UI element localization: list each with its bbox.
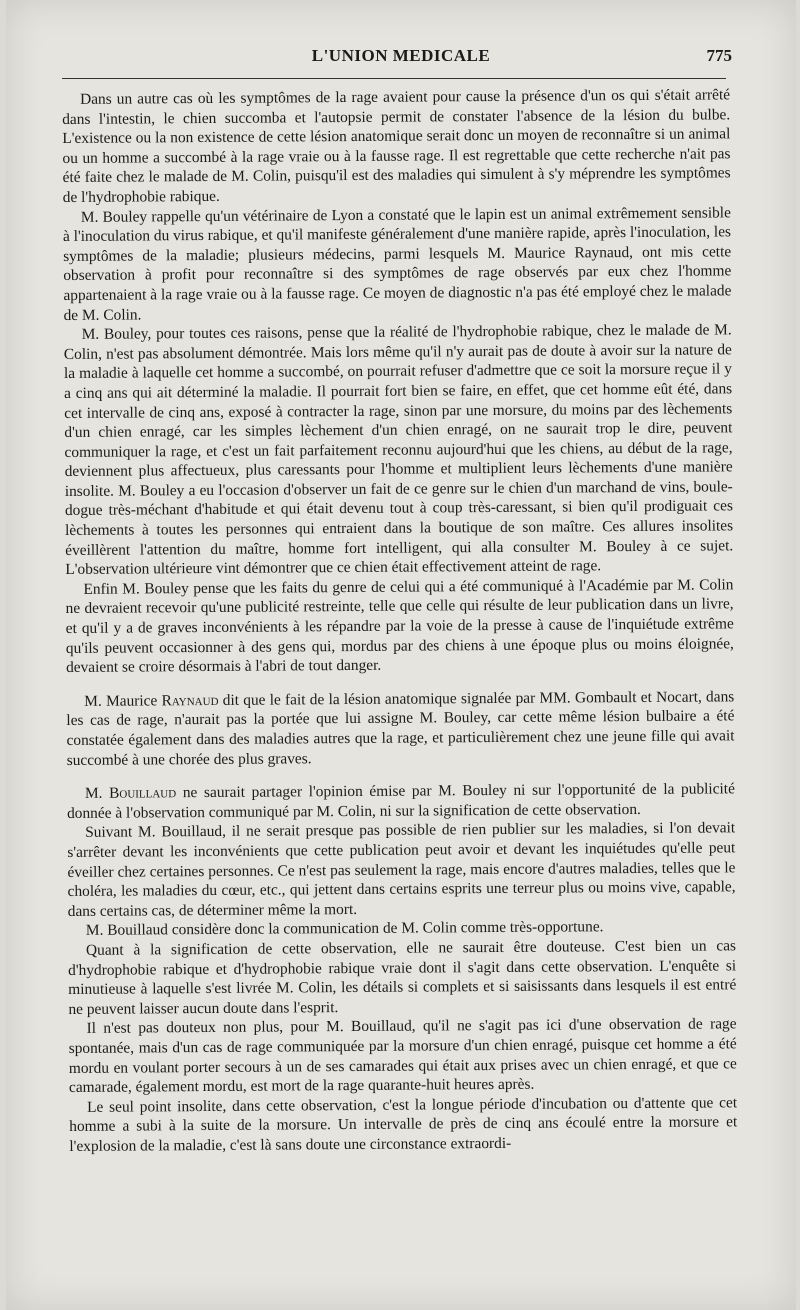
- paragraph: M. Bouillaud considère donc la communication de M. Colin comme très-opportune.: [85, 918, 604, 940]
- paragraph-text: dit que le fait de la lésion anatomique signalée par MM. Gombault et Nocart, dans les cas de rage, n'aurait pas la portée que lui assigne M. Bouley, car cette même lésion bulbaire a été constatée également dans des maladies autres que la rage, et particulièrement chez une jeune fille qui avait succombé à une chorée des plus graves.: [66, 688, 735, 769]
- running-title: L'UNION MEDICALE: [311, 46, 491, 65]
- article-body: [62, 85, 737, 1156]
- paragraph: M. Bouley, pour toutes ces raisons, pense que la réalité de l'hydrophobie rabique, chez le malade de M. Colin, n'est pas absolument démontrée. Mais lors même qu'il n'y aurait pas de doute à avoir sur la nature de la maladie à laquelle cet homme a succombé, on pourrait refuser d'admettre que ce soit la morsure reçue il y a cinq ans qui ait déterminé la maladie. Il pourrait fort bien se faire, en effet, que cet homme eût été, dans cet intervalle de cinq ans, exposé à contracter la rage, sinon par une morsure, du moins par des lèchements d'un chien enragé, car les simples lèchement d'un chien enragé, on ne saurait trop le dire, peuvent communiquer la rage, et c'est un fait parfaitement reconnu aujourd'hui que les chiens, au début de la rage, deviennent plus affectueux, plus caressants pour l'homme et multiplient leurs lèchements d'une manière insolite. M. Bouley a eu l'occasion d'observer un fait de ce genre sur le chien d'un marchand de vins, boule-dogue très-méchant d'habitude et qui était devenu tout à coup très-caressant, si bien qu'il prodiguait ces lèchements à toutes les personnes qui entraient dans la boutique de son maître. Ces allures insolites éveillèrent l'attention du maître, homme fort intelligent, qui alla consulter M. Bouley à ce sujet. L'observation ultérieure vint démontrer que ce chien était effectivement atteint de rage.: [63, 321, 734, 579]
- paragraph: Le seul point insolite, dans cette observation, c'est la longue période d'incubation ou d'attente que cet homme a subi à la suite de la morsure. Un intervalle de près de cinq ans écoulé entre la morsure et l'explosion de la maladie, c'est là sans doute une circonstance extraordi-: [69, 1093, 738, 1155]
- paragraph: Il n'est pas douteux non plus, pour M. Bouillaud, qu'il ne s'agit pas ici d'une observation de rage spontanée, mais d'un cas de rage communiquée par la morsure d'un chien enragé, puisque cet homme a été mordu en voulant porter secours à un de ses camarades qui était aux prises avec un chien enragé, et que ce camarade, également mordu, est mort de la rage quarante-huit heures après.: [68, 1015, 737, 1097]
- paragraph: [67, 780, 735, 824]
- page-header: [70, 46, 732, 68]
- speaker-name: Raynaud: [161, 691, 219, 710]
- paragraph-text: ne saurait partager l'opinion émise par M. Bouley ni sur l'opportunité de la publicité donnée à l'observation communiqué par M. Colin, ni sur la signification de cette observation.: [66, 780, 735, 822]
- paragraph: Quant à la signification de cette observation, elle ne saurait être douteuse. C'est bien un cas d'hydrophobie rabique et d'hydrophobie rabique vraie dont il s'agit dans cette observation. L'enquête si minutieuse à laquelle s'est livrée M. Colin, les détails si complets et si saisissants dans lesquels il est entré ne peuvent laisser aucun doute dans l'esprit.: [68, 937, 737, 1018]
- paragraph-lead: M. Maurice: [84, 692, 162, 710]
- page: [6, 0, 796, 1310]
- paragraph: M. Bouley rappelle qu'un vétérinaire de Lyon a constaté que le lapin est un animal extrêmement sensible à l'inoculation du virus rabique, et qu'il manifeste généralement d'une manière rapide, après l'inoculation, les symptômes de la maladie; plusieurs médecins, parmi lesquels M. Maurice Raynaud, ont mis cette observation à profit pour reconnaître si des symptômes de rage observés par eux chez l'homme appartenaient à la rage vraie ou à la fausse rage. Ce moyen de diagnostic n'a pas été employé chez le malade de M. Colin.: [62, 203, 732, 324]
- paragraph: Dans un autre cas où les symptômes de la rage avaient pour cause la présence d'un os qui s'était arrêté dans l'intestin, le chien succomba et l'autopsie permit de constater l'absence de la lésion du bulbe. L'existence ou la non existence de cette lésion anatomique serait donc un moyen de reconnaître si un animal ou un homme a succombé à la rage vraie ou à la fausse rage. Il est regrettable que cette recherche n'ait pas été faite chez le malade de M. Colin, puisqu'il est des maladies qui simulent à s'y méprendre les symptômes de l'hydrophobie rabique.: [62, 86, 731, 206]
- paragraph-lead: M.: [84, 784, 110, 803]
- header-rule: [62, 78, 726, 79]
- paragraph: [66, 687, 735, 770]
- paragraph: Enfin M. Bouley pense que les faits du genre de celui qui a été communiqué à l'Académie par M. Colin ne devraient recevoir qu'une publicité restreinte, telle que celle qui résulte de leur publication dans un livre, et qu'il y a de graves inconvénients à les répandre par la voie de la presse à cause de l'inquiétude extrême qu'ils peuvent occasionner à des gens qui, mordus par des chiens à une époque plus ou moins éloignée, devaient se croire désormais à l'abri de tout danger.: [65, 576, 734, 677]
- page-number: 775: [706, 46, 732, 65]
- paragraph: Suivant M. Bouillaud, il ne serait presque pas possible de rien publier sur les maladies, si l'on devait s'arrêter devant les inconvénients que cette publication peut avoir et devant les inquiétudes qu'elle peut éveiller chez certaines personnes. Ce n'est pas seulement la rage, mais encore d'autres maladies, telles que le choléra, les maladies du cœur, etc., qui jettent dans certains esprits une terreur plus ou moins vive, capable, dans certains cas, de déterminer même la mort.: [67, 819, 736, 920]
- speaker-name: Bouillaud: [109, 784, 177, 802]
